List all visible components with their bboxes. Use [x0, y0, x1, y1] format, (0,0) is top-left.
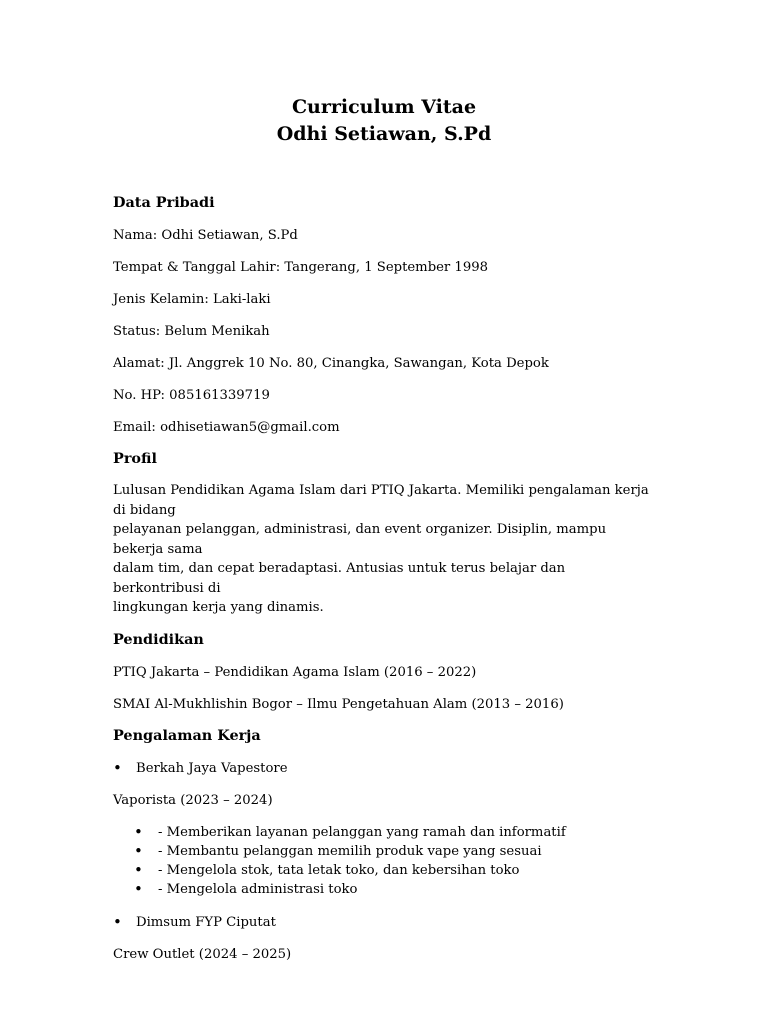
- section-heading-pengalaman-kerja: Pengalaman Kerja: [113, 726, 261, 744]
- field-email: Email: odhisetiawan5@gmail.com: [113, 420, 340, 435]
- document-title: Curriculum Vitae: [291, 96, 477, 118]
- job-duty-text: - Mengelola stok, tata letak toko, dan kebersihan toko: [158, 863, 520, 879]
- job-company: Berkah Jaya Vapestore: [136, 760, 288, 776]
- field-status: Status: Belum Menikah: [113, 324, 270, 339]
- job-duties-list: [113, 823, 653, 900]
- profil-line: Lulusan Pendidikan Agama Islam dari PTIQ Jakarta. Memiliki pengalaman kerja di bidang: [113, 483, 649, 518]
- pendidikan-item: PTIQ Jakarta – Pendidikan Agama Islam (2016 – 2022): [113, 664, 477, 680]
- job-duty-item: [113, 880, 653, 899]
- job-duty-text: - Membantu pelanggan memilih produk vape yang sesuai: [158, 843, 542, 859]
- bullet-icon: •: [134, 861, 143, 880]
- field-no-hp: No. HP: 085161339719: [113, 388, 270, 403]
- profil-line: dalam tim, dan cepat beradaptasi. Antusias untuk terus belajar dan berkontribusi di: [113, 561, 566, 596]
- bullet-icon: •: [134, 880, 143, 899]
- job-duty-text: - Memberikan layanan pelanggan yang ramah dan informatif: [158, 824, 566, 840]
- job-duty-item: [113, 842, 653, 861]
- field-ttl: Tempat & Tanggal Lahir: Tangerang, 1 September 1998: [113, 260, 488, 275]
- job-role: Crew Outlet (2024 – 2025): [113, 946, 292, 962]
- profil-line: lingkungan kerja yang dinamis.: [113, 600, 324, 615]
- section-heading-pendidikan: Pendidikan: [113, 630, 204, 648]
- field-alamat: Alamat: Jl. Anggrek 10 No. 80, Cinangka, Sawangan, Kota Depok: [113, 356, 549, 371]
- job-role: Vaporista (2023 – 2024): [113, 792, 273, 808]
- section-heading-data-pribadi: Data Pribadi: [113, 194, 215, 211]
- bullet-icon: •: [113, 912, 122, 931]
- profil-paragraph: [113, 481, 653, 618]
- cv-content: [113, 193, 653, 964]
- profil-line: pelayanan pelanggan, administrasi, dan event organizer. Disiplin, mampu bekerja sama: [113, 522, 607, 557]
- job-company: Dimsum FYP Ciputat: [136, 914, 276, 930]
- job-duty-item: [113, 861, 653, 880]
- job-duty-item: [113, 823, 653, 842]
- job-company-item: [113, 913, 653, 932]
- section-heading-profil: Profil: [113, 450, 157, 467]
- job-company-item: [113, 759, 653, 778]
- field-jenis-kelamin: Jenis Kelamin: Laki-laki: [113, 292, 271, 307]
- pendidikan-item: SMAI Al-Mukhlishin Bogor – Ilmu Pengetahuan Alam (2013 – 2016): [113, 696, 564, 712]
- name-heading: Odhi Setiawan, S.Pd: [276, 123, 492, 145]
- job-duty-text: - Mengelola administrasi toko: [158, 882, 358, 898]
- bullet-icon: •: [134, 841, 143, 860]
- document-header: [0, 94, 768, 148]
- field-nama: Nama: Odhi Setiawan, S.Pd: [113, 228, 298, 243]
- bullet-icon: •: [113, 758, 122, 777]
- bullet-icon: •: [134, 822, 143, 841]
